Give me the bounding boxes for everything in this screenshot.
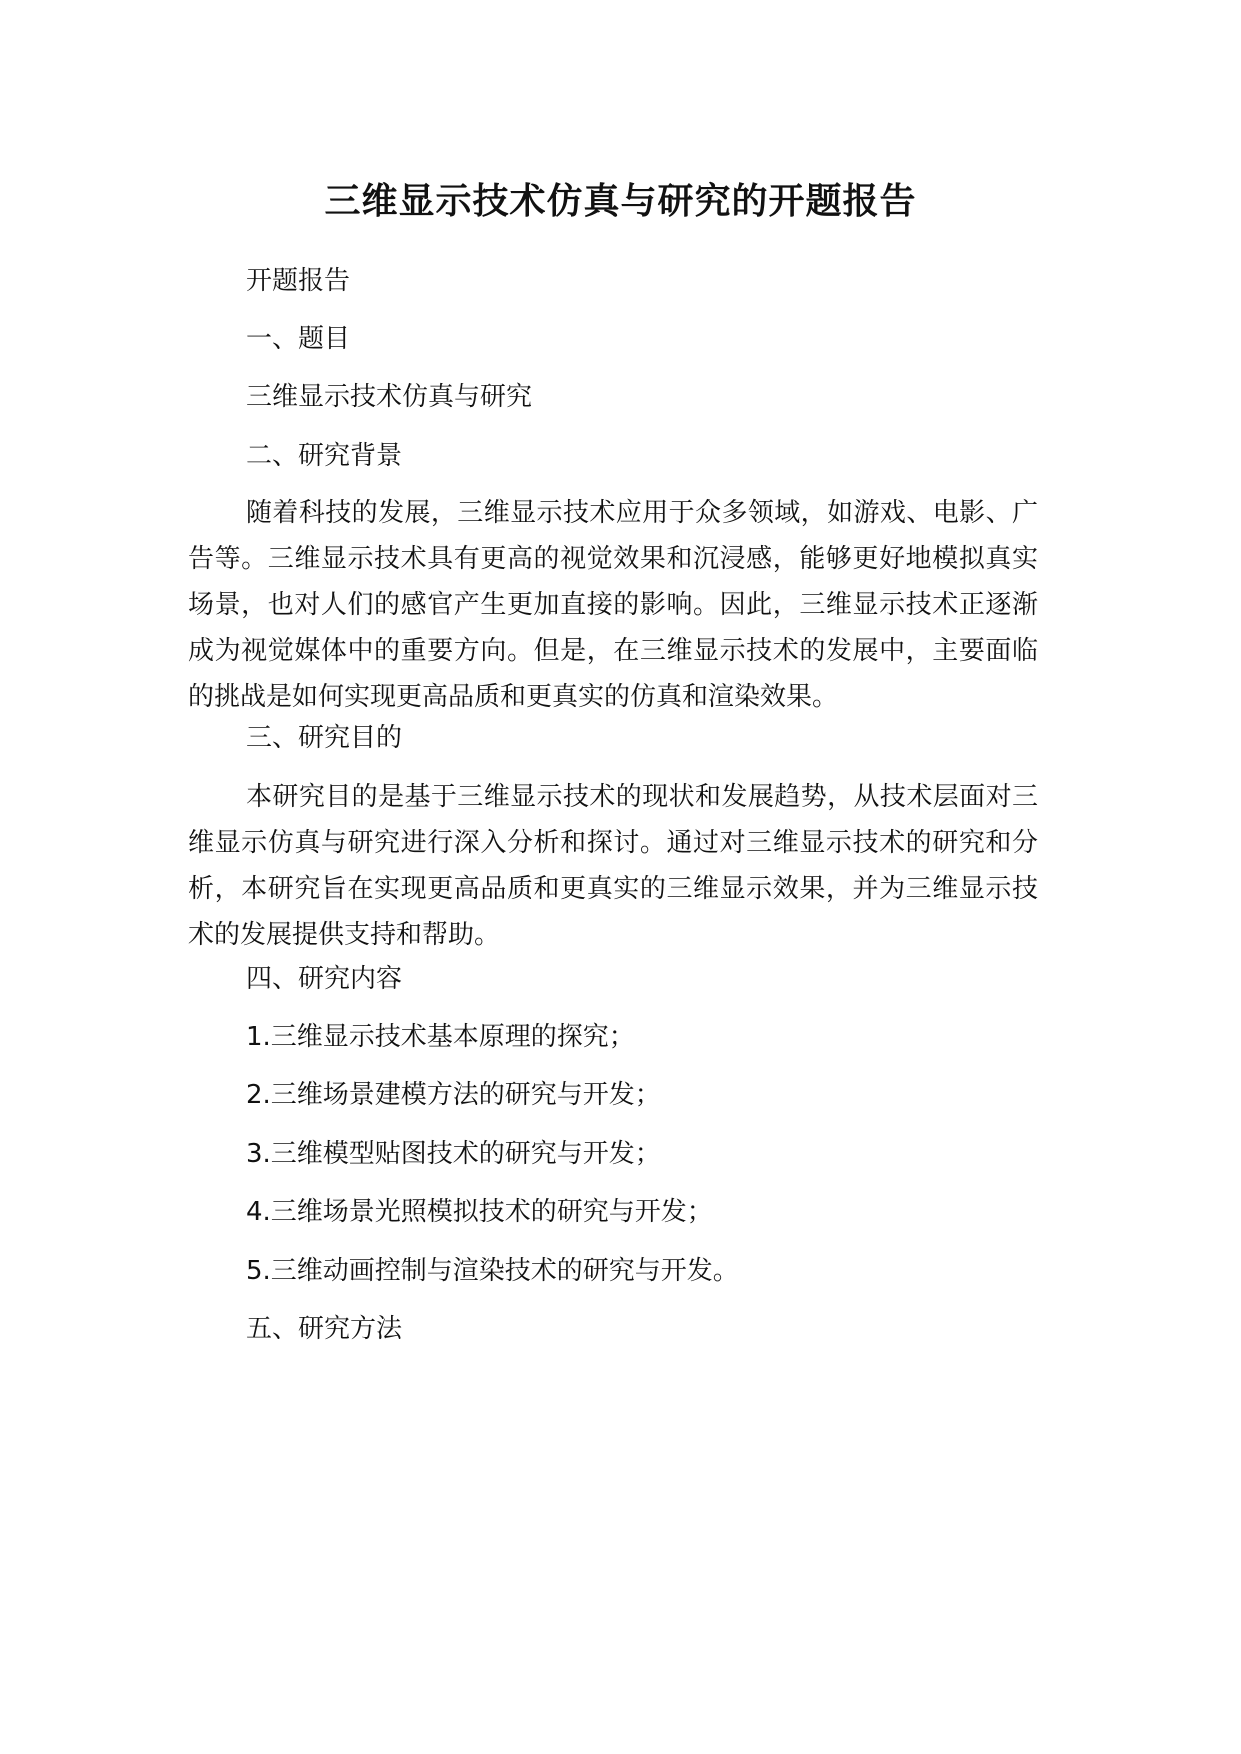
section-heading-purpose: 三、研究目的 (246, 723, 403, 753)
section-heading-content: 四、研究内容 (246, 964, 403, 994)
report-heading: 开题报告 (246, 266, 351, 296)
topic-text: 三维显示技术仿真与研究 (246, 382, 533, 412)
background-paragraph: 随着科技的发展，三维显示技术应用于众多领域，如游戏、电影、广告等。三维显示技术具有更高的视觉效果和沉浸感，能够更好地模拟真实场景，也对人们的感官产生更加直接的影响。因此，三维显示技术正逐渐成为视觉媒体中的重要方向。但是，在三维显示技术的发展中，主要面临的挑战是如何实现更高品质和更真实的仿真和渲染效果。 (188, 498, 1038, 712)
section-heading-topic: 一、题目 (246, 324, 351, 354)
list-item: 5.三维动画控制与渲染技术的研究与开发。 (246, 1256, 739, 1286)
section-heading-method: 五、研究方法 (246, 1314, 403, 1344)
purpose-paragraph: 本研究目的是基于三维显示技术的现状和发展趋势，从技术层面对三维显示仿真与研究进行深入分析和探讨。通过对三维显示技术的研究和分析，本研究旨在实现更高品质和更真实的三维显示效果，并为三维显示技术的发展提供支持和帮助。 (188, 782, 1038, 950)
list-item: 2.三维场景建模方法的研究与开发； (246, 1080, 661, 1110)
list-item: 1.三维显示技术基本原理的探究； (246, 1022, 635, 1052)
section-heading-background: 二、研究背景 (246, 441, 403, 471)
list-item: 3.三维模型贴图技术的研究与开发； (246, 1139, 661, 1169)
document-title: 三维显示技术仿真与研究的开题报告 (324, 181, 917, 222)
list-item: 4.三维场景光照模拟技术的研究与开发； (246, 1197, 713, 1227)
